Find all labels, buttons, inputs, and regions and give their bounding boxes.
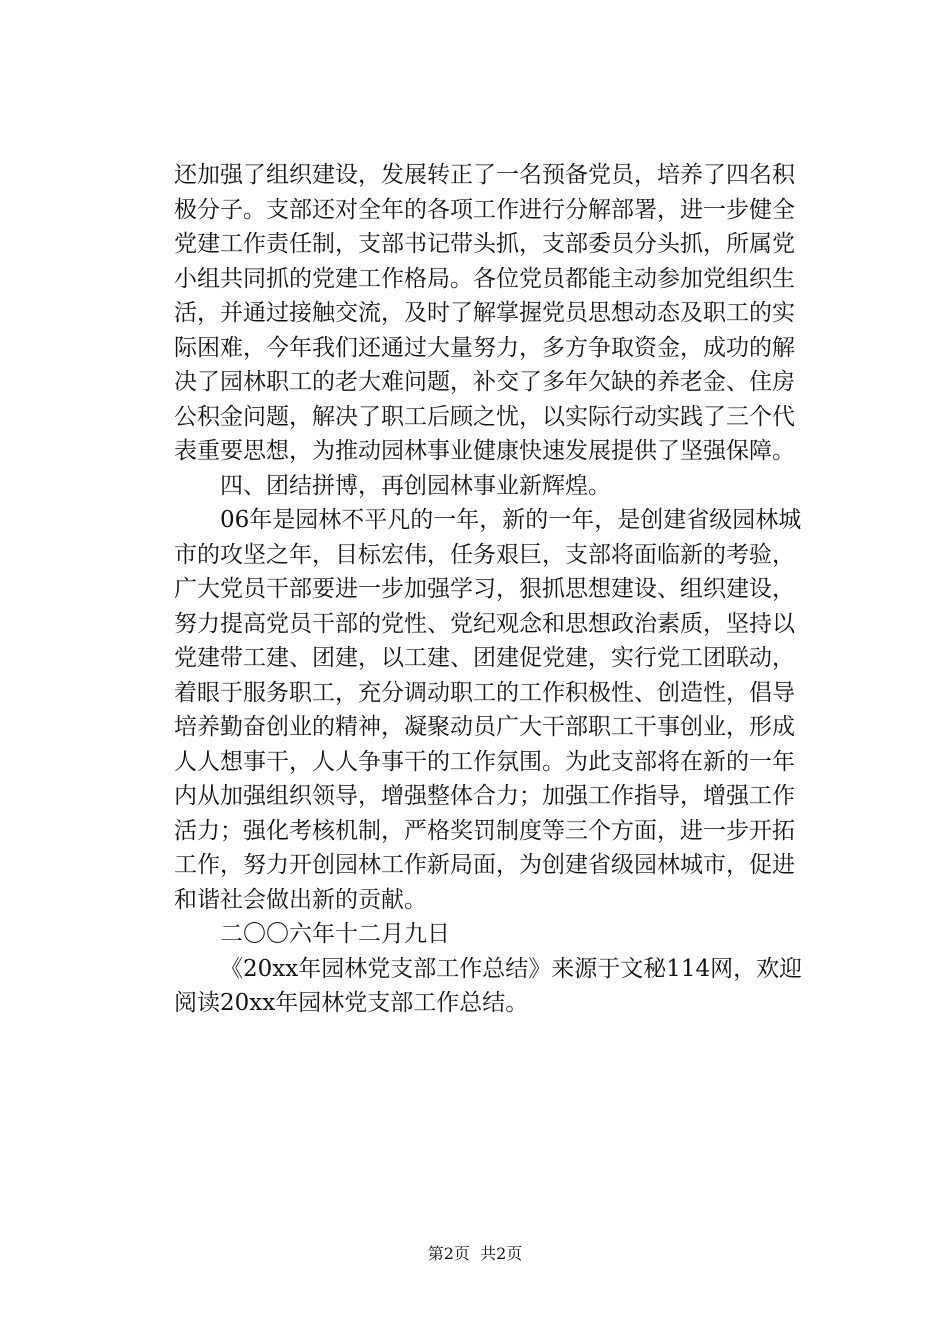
paragraph-plan-2006: [174, 503, 802, 917]
text-line: 活力；强化考核机制，严格奖罚制度等三个方面，进一步开拓: [174, 817, 795, 844]
text-line: 极分子。支部还对全年的各项工作进行分解部署，进一步健全: [174, 196, 795, 223]
text-line: 表重要思想，为推动园林事业健康快速发展提供了坚强保障。: [174, 438, 795, 464]
text-line: 人人想事干，人人争事干的工作氛围。为此支部将在新的一年: [174, 748, 795, 775]
text-line: 和谐社会做出新的贡献。: [174, 886, 427, 913]
text-line: 着眼于服务职工，充分调动职工的工作积极性、创造性，倡导: [174, 679, 795, 706]
text-line: 06年是园林不平凡的一年，新的一年，是创建省级园林城: [220, 507, 802, 533]
heading-text: 四、团结拼博，再创园林事业新辉煌。: [220, 472, 611, 499]
text-line: 党建带工建、团建，以工建、团建促党建，实行党工团联动，: [174, 645, 795, 671]
document-date: [174, 917, 794, 952]
page-number-footer: 第2页 共2页: [427, 1244, 523, 1263]
text-line: 内从加强组织领导，增强整体合力；加强工作指导，增强工作: [174, 783, 795, 809]
paragraph-party-building: [174, 158, 794, 469]
text-line: 党建工作责任制，支部书记带头抓，支部委员分头抓，所属党: [174, 231, 795, 257]
text-line: 《20xx年园林党支部工作总结》来源于文秘114网，欢迎: [220, 955, 803, 982]
date-text: 二〇〇六年十二月九日: [220, 921, 450, 947]
text-line: 工作，努力开创园林工作新局面，为创建省级园林城市，促进: [174, 852, 795, 878]
text-line: 阅读20xx年园林党支部工作总结。: [174, 990, 529, 1016]
text-line: 培养勤奋创业的精神，凝聚动员广大干部职工干事创业，形成: [174, 714, 795, 740]
source-note: [174, 952, 803, 1021]
section-heading-4: [174, 469, 794, 504]
text-line: 广大党员干部要进一步加强学习，狠抓思想建设、组织建设，: [174, 576, 795, 602]
text-line: 市的攻坚之年，目标宏伟，任务艰巨，支部将面临新的考验，: [174, 541, 795, 568]
text-line: 际困难，今年我们还通过大量努力，多方争取资金，成功的解: [174, 334, 795, 361]
text-line: 还加强了组织建设，发展转正了一名预备党员，培养了四名积: [174, 162, 795, 188]
text-line: 活，并通过接触交流，及时了解掌握党员思想动态及职工的实: [174, 300, 795, 326]
text-line: 小组共同抓的党建工作格局。各位党员都能主动参加党组织生: [174, 265, 795, 292]
text-line: 努力提高党员干部的党性、党纪观念和思想政治素质，坚持以: [174, 610, 795, 637]
text-line: 公积金问题，解决了职工后顾之忧，以实际行动实践了三个代: [174, 403, 795, 430]
document-body: [174, 158, 803, 1021]
text-line: 决了园林职工的老大难问题，补交了多年欠缺的养老金、住房: [174, 369, 795, 395]
